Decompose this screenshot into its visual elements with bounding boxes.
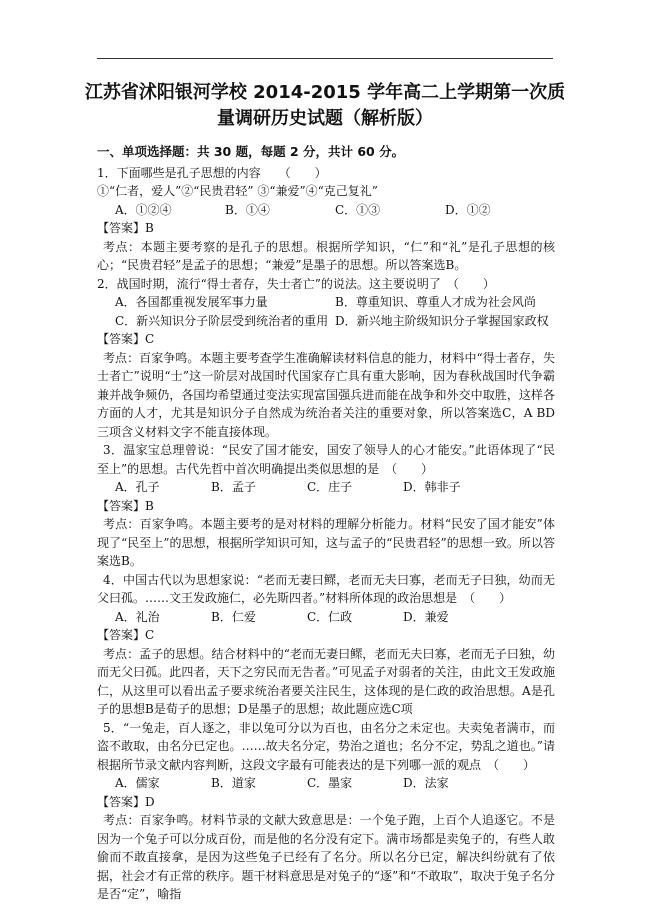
question-stem: 3．温家宝总理曾说：“民安了国才能安，国安了领导人的心才能安。”此语体现了“民至上”的思想。古代先哲中首次明确提出类似思想的是 （ ） bbox=[97, 443, 555, 476]
option-a: A．礼治 bbox=[115, 609, 160, 624]
question-stem: 4．中国古代以为思想家说：“老而无妻曰鳏，老而无夫曰寡，老而无子曰独，幼而无父曰孤。……文王发政施仁，必先斯四者。”材料所体现的政治思想是 （ ） bbox=[97, 572, 555, 605]
question-options bbox=[97, 312, 555, 331]
page-title bbox=[80, 80, 570, 132]
analysis: 考点：百家争鸣。材料节录的文献大致意思是：一个兔子跑，上百个人追逐它。不是因为一个兔子可以分成百份，而是他的名分没有定下。满市场都是卖兔子的，有些人敢偷而不敢直接拿，是因为这些兔子已经有了名分。所以名分已定，解决纠纷就有了依据，社会才有正常的秩序。题干材料意思是对兔子的“逐”和“不敢取”，取决于兔子名分是否“定”，喻指 bbox=[97, 813, 555, 901]
answer: 【答案】D bbox=[97, 794, 155, 809]
question-stem: 2．战国时期，流行“得士者存，失士者亡”的说法。这主要说明了 （ ） bbox=[97, 276, 495, 291]
section-header: 一、单项选择题：共 30 题，每题 2 分，共计 60 分。 bbox=[97, 144, 405, 159]
answer: 【答案】B bbox=[97, 221, 154, 235]
analysis: 考点：本题主要考察的是孔子的思想。根据所学知识，“仁”和“礼”是孔子思想的核心；“民贵君轻”是孟子的思想；“兼爱”是墨子的思想。所以答案选B。 bbox=[97, 239, 555, 272]
option-a: A．①②④ bbox=[115, 202, 172, 217]
question-options bbox=[97, 293, 555, 312]
option-c: C．墨家 bbox=[307, 776, 353, 790]
option-b: B．尊重知识、尊重人才成为社会风尚 bbox=[335, 295, 536, 309]
option-c: C．①③ bbox=[335, 202, 381, 217]
question-4 bbox=[97, 571, 555, 719]
question-items: ①“仁者，爱人”②“民贵君轻” ③“兼爱”④“克己复礼” bbox=[97, 184, 378, 198]
question-1 bbox=[97, 164, 555, 275]
option-d: D．新兴地主阶级知识分子掌握国家政权 bbox=[335, 313, 549, 328]
question-options bbox=[97, 478, 555, 497]
option-d: D．①② bbox=[445, 202, 491, 217]
exam-content bbox=[97, 143, 555, 904]
title-line-1: 江苏省沭阳银河学校 2014-2015 学年高二上学期第一次质 bbox=[84, 82, 566, 103]
option-d: D．法家 bbox=[403, 776, 449, 790]
option-a: A．各国都重视发展军事力量 bbox=[115, 295, 268, 309]
option-b: B．道家 bbox=[211, 776, 256, 790]
option-d: D．兼爱 bbox=[403, 609, 449, 624]
title-line-2: 量调研历史试题（解析版） bbox=[217, 108, 433, 129]
analysis: 考点：百家争鸣。本题主要考的是对材料的理解分析能力。材料“民安了国才能安”体现了“民至上”的思想，根据所学知识可知，这与孟子的“民贵君轻”的思想一致。所以答案选B。 bbox=[97, 517, 555, 568]
question-5 bbox=[97, 719, 555, 904]
question-options bbox=[97, 774, 555, 793]
question-3 bbox=[97, 441, 555, 571]
answer: 【答案】B bbox=[97, 498, 154, 513]
option-d: D．韩非子 bbox=[403, 480, 461, 494]
option-b: B．仁爱 bbox=[211, 609, 256, 624]
question-options bbox=[97, 201, 555, 220]
analysis: 考点：孟子的思想。结合材料中的“老而无妻曰鳏，老而无夫曰寡，老而无子曰独，幼而无父曰孤。此四者，天下之穷民而无告者。”可见孟子对弱者的关注，由此文王发政施仁，从这里可以看出孟子要求统治者要关注民生，这体现的是仁政的政治思想。A是孔子的思想B是荀子的思想；D是墨子的思想；故此题应选C项 bbox=[97, 646, 555, 716]
analysis: 考点：百家争鸣。本题主要考查学生准确解读材料信息的能力，材料中“得士者存，失士者亡”说明“士”这一阶层对战国时代国家存亡具有重大影响，因为春秋战国时代争霸兼并战争频仍，各国均希望通过变法实现富国强兵进而能在战争和外交中取胜，这样各方面的人才，尤其是知识分子自然成为统治者关注的重要对象，所以答案选C，A BD三项含义材料文字不能直接体现。 bbox=[97, 350, 555, 439]
question-stem: 5．“一兔走，百人逐之，非以兔可分以为百也，由名分之未定也。夫卖兔者满市，而盗不敢取，由名分已定也。……故夫名分定，势治之道也；名分不定，势乱之道也。”请根据所节录文献内容判断，这段文字最有可能表达的是下列哪一派的观点 （ ） bbox=[97, 720, 555, 772]
answer: 【答案】C bbox=[97, 628, 155, 642]
header-rule bbox=[97, 58, 553, 59]
question-options bbox=[97, 608, 555, 627]
option-c: C．庄子 bbox=[307, 480, 353, 494]
question-stem: 1．下面哪些是孔子思想的内容 （ ） bbox=[97, 165, 327, 180]
option-c: C．新兴知识分子阶层受到统治者的重用 bbox=[115, 313, 329, 328]
question-2 bbox=[97, 275, 555, 442]
option-b: B．①④ bbox=[225, 202, 270, 217]
option-a: A．孔子 bbox=[115, 480, 160, 494]
option-b: B．孟子 bbox=[211, 480, 256, 494]
answer: 【答案】C bbox=[97, 332, 155, 346]
option-a: A．儒家 bbox=[115, 776, 160, 790]
option-c: C．仁政 bbox=[307, 609, 353, 624]
